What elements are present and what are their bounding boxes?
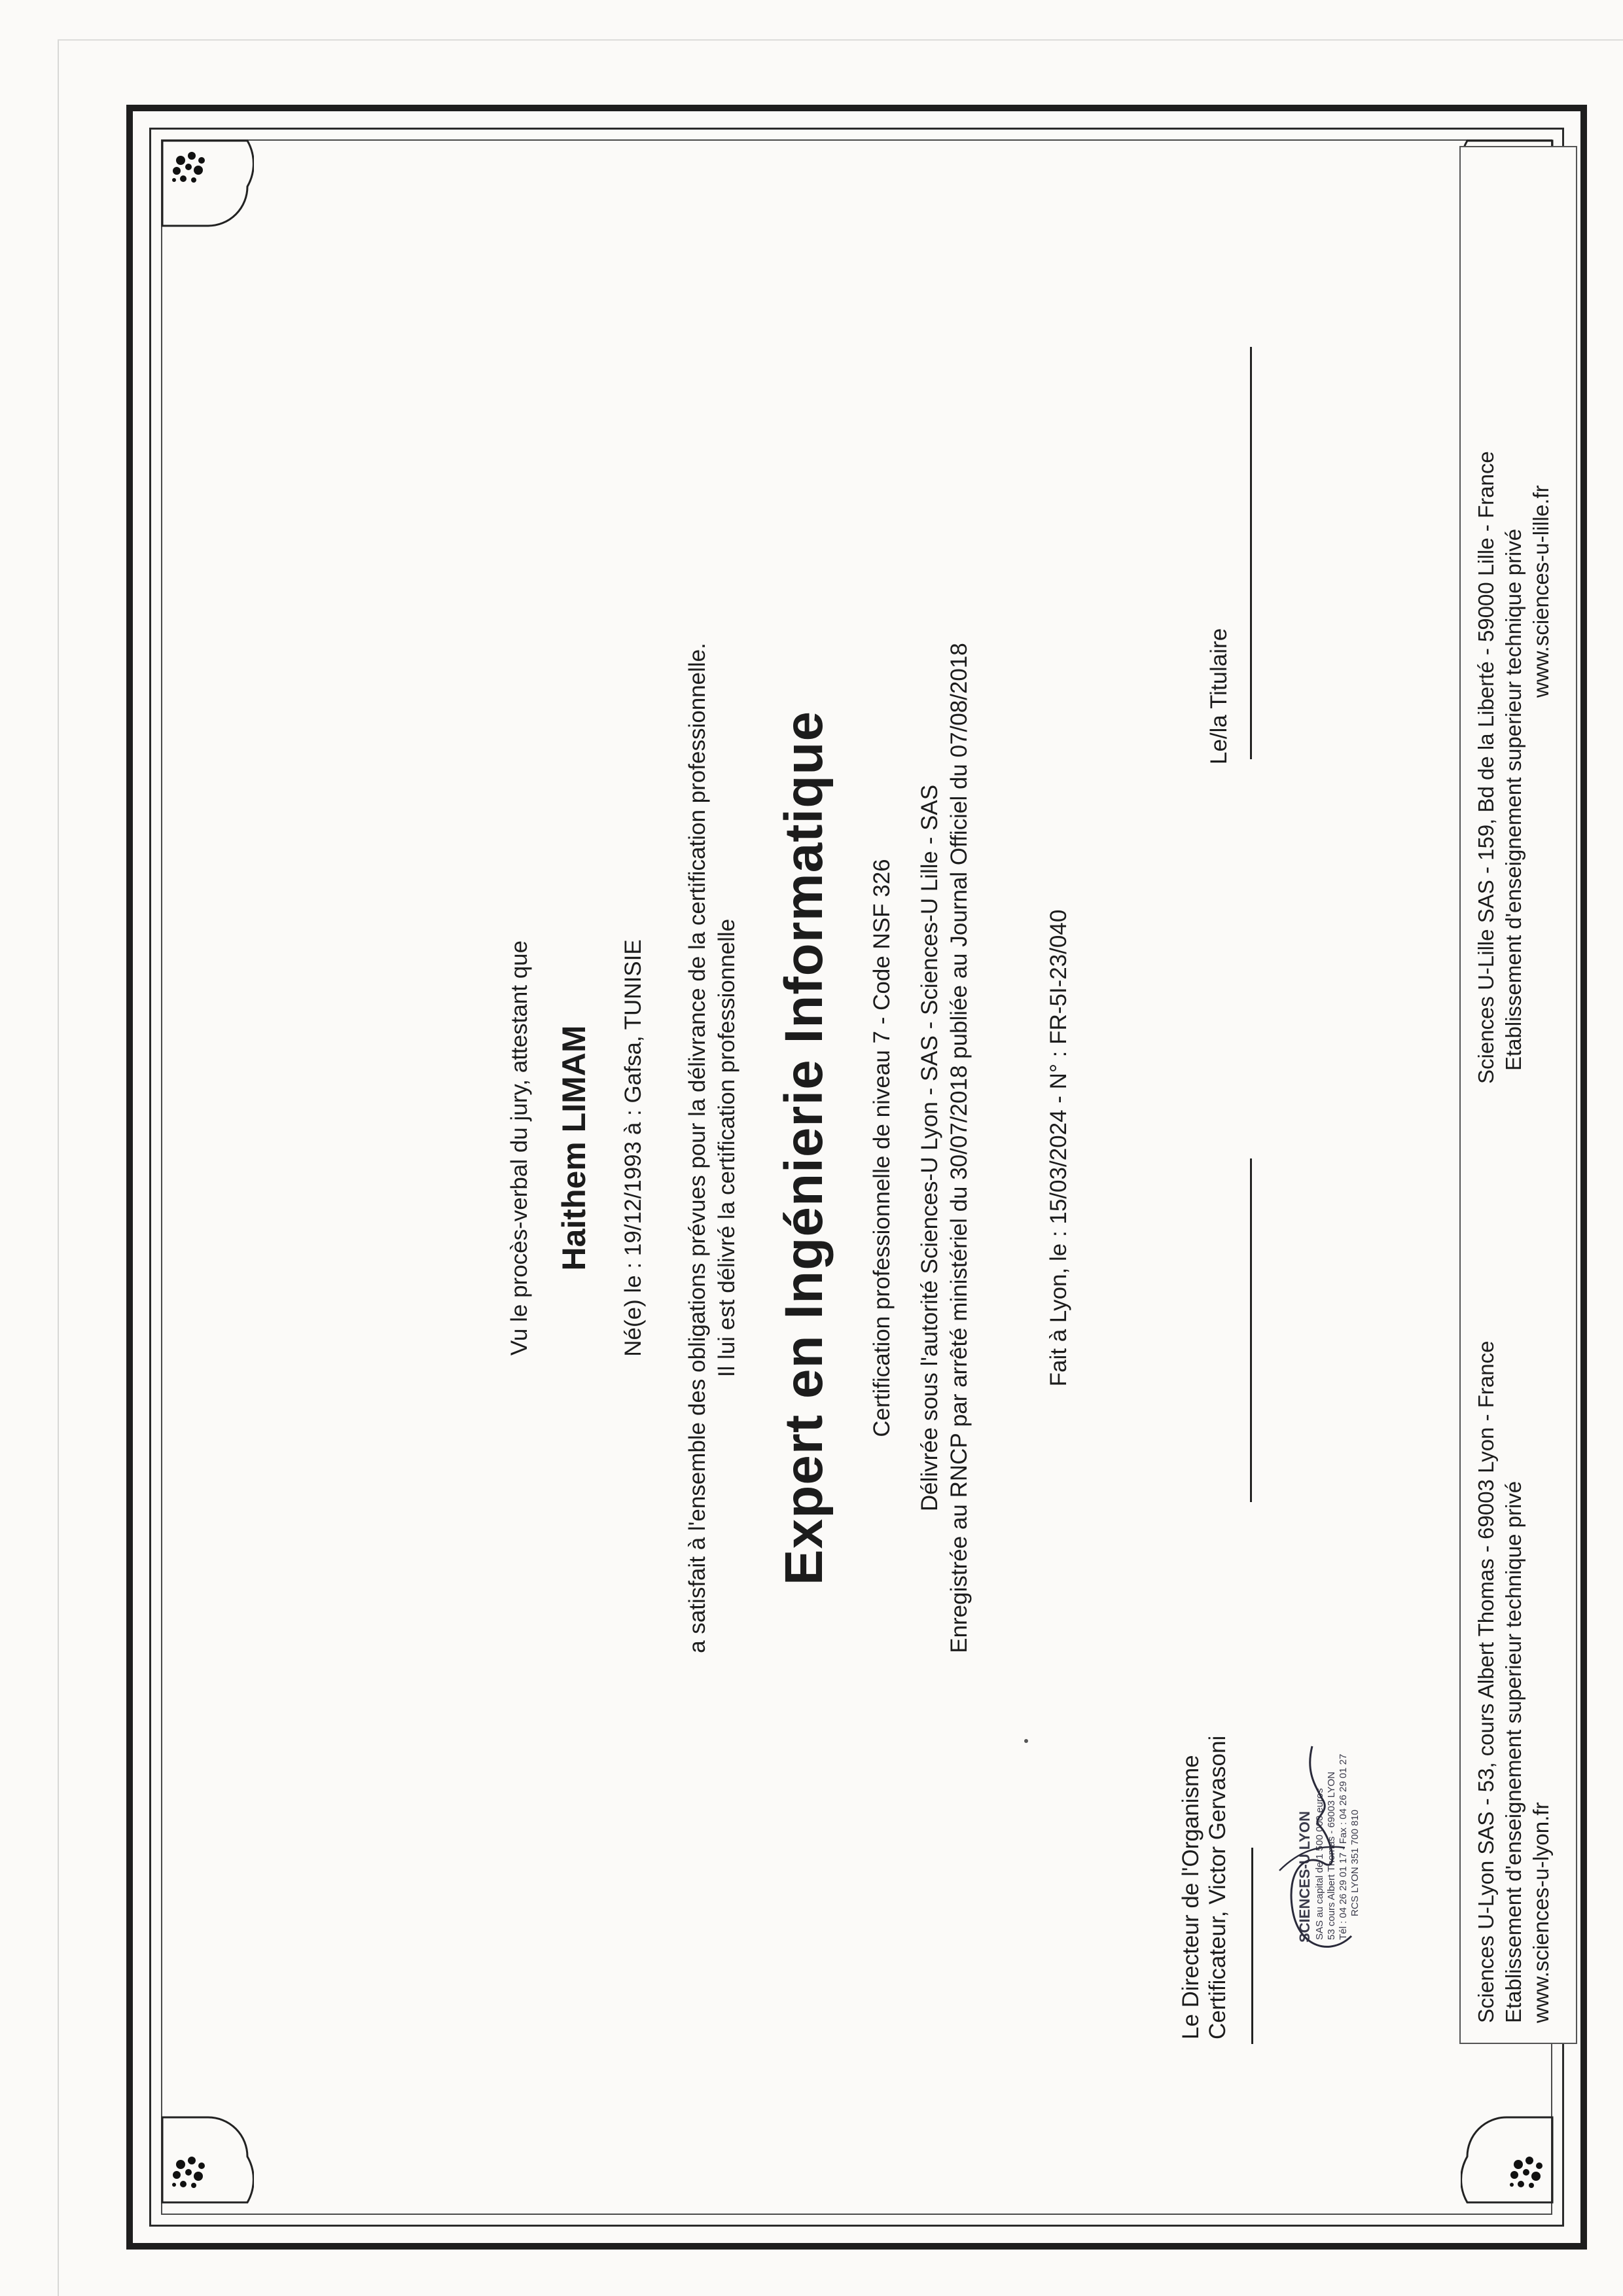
delivered-text: Il lui est délivré la certification professionnelle bbox=[714, 918, 740, 1378]
director-label-line1: Le Directeur de l'Organisme bbox=[1178, 1755, 1204, 2039]
stamp-company-name: SCIENCES-U LYON bbox=[1296, 1811, 1313, 1943]
holder-label: Le/la Titulaire bbox=[1206, 628, 1232, 764]
stamp-line: 53 cours Albert Thomas - 69003 LYON bbox=[1326, 1771, 1337, 1940]
handwritten-signature bbox=[1253, 1713, 1371, 1962]
rncp-text: Enregistrée au RNCP par arrêté ministériel du 30/07/2018 publiée au Journal Officiel du 07/08/2018 bbox=[946, 643, 972, 1653]
holder-name: Haithem LIMAM bbox=[556, 1025, 592, 1271]
footer-addresses bbox=[1459, 146, 1577, 2044]
company-stamp bbox=[1175, 1720, 1371, 1956]
holder-signature-line bbox=[1250, 347, 1252, 759]
lille-website: www.sciences-u-lille.fr bbox=[1529, 485, 1553, 698]
director-label-line2: Certificateur, Victor Gervasoni bbox=[1205, 1735, 1230, 2039]
lyon-address: Sciences U-Lyon SAS - 53, cours Albert Thomas - 69003 Lyon - France bbox=[1474, 1340, 1498, 2023]
stamp-line: SAS au capital de 1 500 000 euros bbox=[1314, 1788, 1325, 1940]
certification-title: Expert en Ingénierie Informatique bbox=[774, 710, 834, 1586]
level-text: Certification professionnelle de niveau 7 - Code NSF 326 bbox=[869, 859, 895, 1437]
authority-text: Délivrée sous l'autorité Sciences-U Lyon - SAS - Sciences-U Lille - SAS bbox=[917, 784, 942, 1512]
lille-description: Etablissement d'enseignement superieur technique privé bbox=[1501, 528, 1525, 1071]
scan-speck bbox=[1024, 1739, 1028, 1743]
stamp-line: Tél : 04 26 29 01 17 - Fax : 04 26 29 01 27 bbox=[1338, 1753, 1349, 1940]
intro-text: Vu le procès-verbal du jury, attestant que bbox=[507, 940, 532, 1356]
stamp-line: RCS LYON 351 700 810 bbox=[1349, 1809, 1361, 1916]
satisfied-text: a satisfait à l'ensemble des obligations prévues pour la délivrance de la certification professionnelle. bbox=[685, 643, 710, 1653]
lyon-description: Etablissement d'enseignement superieur technique privé bbox=[1501, 1480, 1525, 2023]
lyon-website: www.sciences-u-lyon.fr bbox=[1529, 1802, 1553, 2023]
director-signature-line bbox=[1250, 1158, 1252, 1502]
lille-address: Sciences U-Lille SAS - 159, Bd de la Liberté - 59000 Lille - France bbox=[1474, 451, 1498, 1084]
issue-place-date: Fait à Lyon, le : 15/03/2024 - N° : FR-5I-23/040 bbox=[1046, 909, 1071, 1387]
birth-info: Né(e) le : 19/12/1993 à : Gafsa, TUNISIE bbox=[620, 939, 646, 1357]
